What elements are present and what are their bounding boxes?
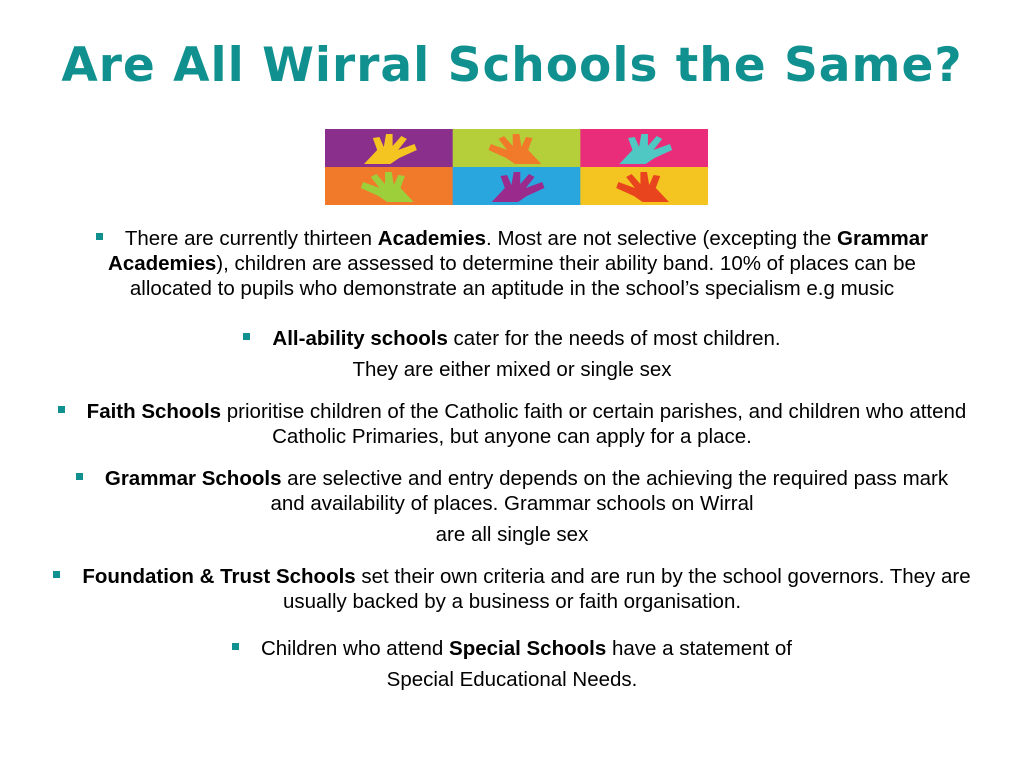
special-term: Special Schools <box>449 637 607 660</box>
bullet-grammar: Grammar Schools are selective and entry depends on the achieving the required pass mark and availability of places. Grammar schools on Wirral are all single sex <box>72 466 952 547</box>
bullet-all-ability: All-ability schools cater for the needs of most children. They are either mixed or single sex <box>72 326 952 382</box>
grammar-term: Grammar Schools <box>104 467 282 490</box>
bullet-marker-icon <box>243 333 250 340</box>
bullet-marker-icon <box>53 571 60 578</box>
bullet-marker-icon <box>232 643 239 650</box>
slide-title: Are All Wirral Schools the Same? <box>61 38 963 93</box>
special-note: Special Educational Needs. <box>386 668 638 691</box>
hands-banner-image <box>325 129 708 205</box>
bullet-special: Children who attend Special Schools have a statement of Special Educational Needs. <box>72 636 952 692</box>
bullet-academies: There are currently thirteen Academies. Most are not selective (excepting the Grammar Academies), children are assessed to determine their ability band. 10% of places can be allocated to pupils who demonstrate an aptitude in the school’s specialism e.g music <box>72 226 952 301</box>
faith-term: Faith Schools <box>86 400 222 423</box>
all-ability-note: They are either mixed or single sex <box>352 358 672 381</box>
academies-term: Academies <box>377 227 487 250</box>
foundation-term: Foundation & Trust Schools <box>82 565 356 588</box>
all-ability-term: All-ability schools <box>272 327 448 350</box>
bullet-foundation: Foundation & Trust Schools set their own criteria and are run by the school governors. They are usually backed by a business or faith organisation. <box>42 564 982 614</box>
bullet-list <box>0 226 1024 692</box>
grammar-academies-term: Grammar Academies <box>108 227 929 275</box>
bullet-marker-icon <box>76 473 83 480</box>
bullet-faith: Faith Schools prioritise children of the Catholic faith or certain parishes, and children who attend Catholic Primaries, but anyone can apply for a place. <box>52 399 972 449</box>
bullet-marker-icon <box>58 406 65 413</box>
bullet-marker-icon <box>96 233 103 240</box>
grammar-note: are all single sex <box>435 523 589 546</box>
